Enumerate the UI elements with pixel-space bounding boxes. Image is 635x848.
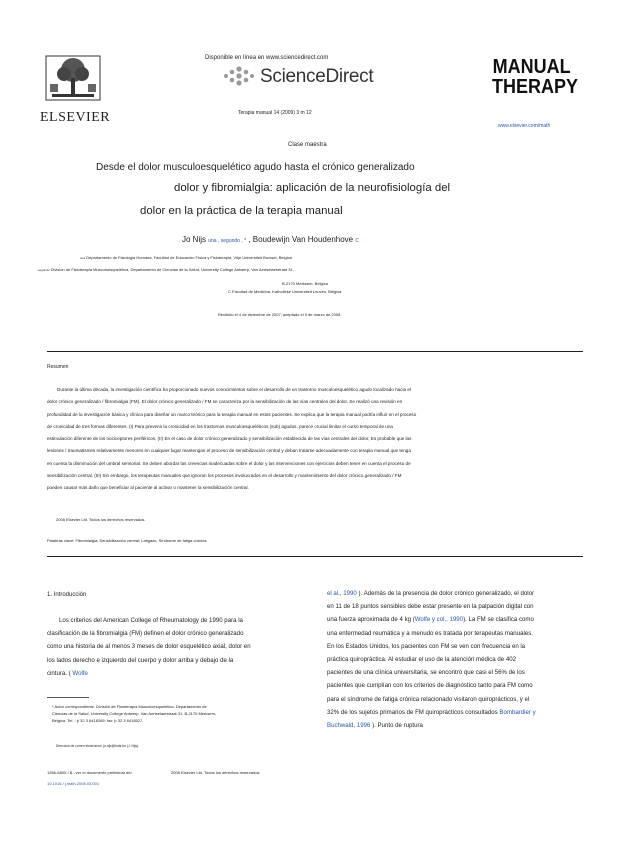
author-name[interactable]: Jo Nijs — [182, 235, 207, 244]
paragraph-line: como una historia de al menos 3 meses de dolor esquelético axial, dolor en — [47, 643, 251, 651]
affiliation-text: Departamento de Fisiología Humana, Facultad de Educación Física y Fisioterapia, Vrije Universiteit Brussel, Bélgica — [86, 255, 292, 260]
footnote-line: * Autor correspondiente. División de Fisioterapia Musculoesquelética, Departamento de — [52, 704, 207, 709]
abstract-copyright: 2008 Elsevier Ltd. Todos los derechos reservados. — [56, 517, 146, 522]
footnote-line: Bélgica. Tel .: þ 32 3 6418265; fax: þ 32 3 6418527. — [52, 718, 144, 723]
journal-logo-line2: THERAPY — [492, 76, 579, 98]
footnote-rule — [47, 697, 89, 698]
text: una fuerza aproximada de 4 kg ( — [327, 616, 415, 624]
doi-link[interactable]: 10.1016 / j.math.2008.03.001 — [47, 781, 100, 786]
paragraph-line: pacientes que cumplían con los criterios de diagnóstico tanto para FM como — [327, 682, 533, 690]
paragraph-line: los lados derecho e izquierdo del cuerpo y dolor arriba y debajo de la — [47, 656, 234, 664]
affiliation-label: una — [80, 256, 86, 260]
sciencedirect-logo — [222, 64, 382, 90]
abstract-line: profundidad de la investigación básica y clínica para diseñar un marco teórico para la terapia manual en estos pacientes. Se explica que la terapia manual podría influir en el proceso — [47, 411, 417, 417]
article-title-line1: Desde el dolor musculoesquelético agudo hasta el crónico generalizado — [96, 162, 415, 173]
article-title-line2: dolor y fibromialgia: aplicación de la neurofisiología del — [174, 182, 451, 194]
paragraph-line: pacientes de una clínica universitaria, se encontró que casi el 56% de los — [327, 669, 525, 677]
paragraph-line: clasificación de la fibromialgia (FM) definen el dolor crónico generalizado — [47, 630, 244, 638]
abstract-line: lesiones / traumatismes relativamente menores en cualquier lugar mantengan el proceso de sensibilización central y deban tratarse adecuadamente con terapia manual que tenga — [47, 448, 411, 454]
citation-link[interactable]: Bombardier y — [499, 708, 536, 716]
text: ). Además de la presencia de dolor crónico generalizado, el dolor — [358, 590, 534, 597]
abstract-line: sensibilización central. (III) Sin embargo, los terapeutas manuales que ignoran los procesos involucrados en el desarrollo y mantenimiento del dolor crónico generalizado / FM — [47, 473, 402, 479]
issn-line: 1356-689X / $ - ver el documento preliminar del — [47, 770, 132, 775]
footer-copyright: 2008 Elsevier Ltd. Todos los derechos reservados. — [171, 770, 261, 775]
text: cintura. ( — [47, 669, 71, 677]
paragraph-line — [327, 587, 589, 600]
paragraph-line: Los criterios del American College of Rheumatology de 1990 para la — [59, 617, 243, 624]
received-dates: Recibido el 4 de diciembre de 2007; aceptado el 9 de marzo de 2008 — [218, 312, 341, 317]
author-name[interactable]: Boudewijn Van Houdenhove — [252, 235, 354, 244]
affiliation-3: C Facultad de Medicina, Katholieke Universiteit Leuven, Bélgica — [228, 289, 342, 294]
elsevier-logo — [40, 50, 111, 125]
author-affiliation-marks[interactable]: una , segundo , * — [208, 238, 247, 244]
abstract-line: estimulación diferente de los nociceptores periféricos. (II) En el caso de dolor crónico generalizado y sensibilización establecida de las vías centrales del dolor, Es probable que las — [47, 436, 412, 442]
abstract-line: de cronicidad de tres formas diferentes. (I) Para prevenir la cronicidad en los trastornos musculoesqueléticos (sub) agudos, parece crucial limitar el curso temporal de una — [47, 423, 393, 429]
article-type: Clase maestra — [288, 142, 327, 148]
elsevier-tree-icon — [40, 50, 106, 106]
paragraph-line: En los Estados Unidos, los pacientes con FM se ven con frecuencia en la — [327, 642, 526, 650]
article-title-line3: dolor en la práctica de la terapia manual — [140, 205, 343, 217]
citation-link[interactable]: Wolfe y col., 1990 — [414, 616, 464, 624]
journal-logo — [492, 56, 579, 98]
affiliation-2 — [38, 267, 294, 273]
affiliation-1 — [80, 255, 292, 261]
divider — [47, 556, 583, 557]
keywords: Palabras clave: Fibromialgia; Sensibilización central; Latigazo; Síndrome de fatiga crónica — [47, 538, 207, 543]
journal-reference: Terapia manual 14 (2009) 3 m 12 — [238, 110, 312, 116]
abstract-body — [47, 384, 587, 495]
abstract-heading: Resumen — [47, 364, 69, 370]
sciencedirect-dots-icon — [222, 64, 260, 88]
author-separator: , — [248, 235, 253, 244]
divider — [47, 351, 583, 352]
authors — [182, 235, 359, 246]
affiliation-2-cont: B-2170 Merksem, Bélgica — [282, 281, 328, 286]
elsevier-wordmark: ELSEVIER — [40, 110, 111, 125]
citation-link[interactable]: el al., 1990 — [327, 590, 357, 597]
abstract-line: en cuenta la disminución del umbral sensorial. Se deben abordar las creencias inadecuadas sobre el dolor y las intervenciones con ejercicios deben tener en cuenta el proceso de — [47, 460, 411, 466]
paragraph-line: práctica quiropráctica. Al estudiar el uso de la atención médica de 402 — [327, 656, 517, 664]
paragraph-line: para el síndrome de fatiga crónica relacionado visitaron quiroprácticos, y el — [327, 695, 530, 703]
available-online-text: Disponible en línea en www.sciencedirect.com — [205, 55, 329, 61]
paragraph-line: en 11 de 18 puntos sensibles debe estar presente en la palpación digital con — [327, 603, 534, 611]
citation-link[interactable]: Buchwald, 1996 — [327, 722, 371, 730]
right-column — [327, 587, 589, 732]
text: ). Punto de ruptura — [372, 722, 423, 730]
text: ). La FM se clasifica como — [463, 616, 534, 624]
abstract-line: dolor crónico generalizado / fibromialgia (FM). El dolor crónico generalizado / FM se caracteriza por la sensibilización de las vías centrales del dolor. Se realizó una revisión en — [47, 399, 403, 405]
sciencedirect-wordmark: ScienceDirect — [260, 66, 374, 87]
paragraph-line — [327, 706, 589, 719]
paragraph-line — [327, 613, 589, 626]
paragraph-line — [47, 667, 309, 680]
citation-link[interactable]: Wolfe — [72, 669, 88, 677]
section-title: 1. Introducción — [47, 592, 87, 598]
email-note: Dirección de correo electrónico: jo.nijs@hubr.be (J. Nijs). — [56, 744, 140, 748]
paragraph-line — [327, 719, 589, 732]
affiliation-label: segundo — [38, 268, 50, 272]
corresponding-author-note — [52, 703, 216, 724]
author-affiliation-mark[interactable]: C — [355, 238, 359, 244]
footnote-line: Ciencias de la Salud, University College Antwerp, Van Aertselaerstraat 31, B-2170 Merksem, — [52, 711, 217, 716]
abstract-line: Durante la última década, la investigación científica ha proporcionado nuevos conocimientos sobre el desarrollo de un trastorno musculoesquelético agudo localizado hacia el — [57, 387, 411, 392]
left-column — [47, 614, 309, 680]
affiliation-text: División de Fisioterapia Musculoesquelética, Departamento de Ciencias de la Salud, University College Antwerp, Van Aertselaerstraat 31, — [50, 267, 294, 272]
paragraph-line: una enfermedad reumática y a menudo es tratada por terapeutas manuales. — [327, 629, 533, 637]
text: 32% de los sujetos primarios de FM quiroprácticos consultados — [327, 708, 498, 716]
abstract-line: pueden causar más daño que beneficiar al paciente al activar o mantener la sensibilización central. — [47, 485, 249, 491]
journal-url-link[interactable]: www.elsevier.com/math — [498, 123, 551, 129]
journal-logo-line1: MANUAL — [492, 56, 571, 78]
